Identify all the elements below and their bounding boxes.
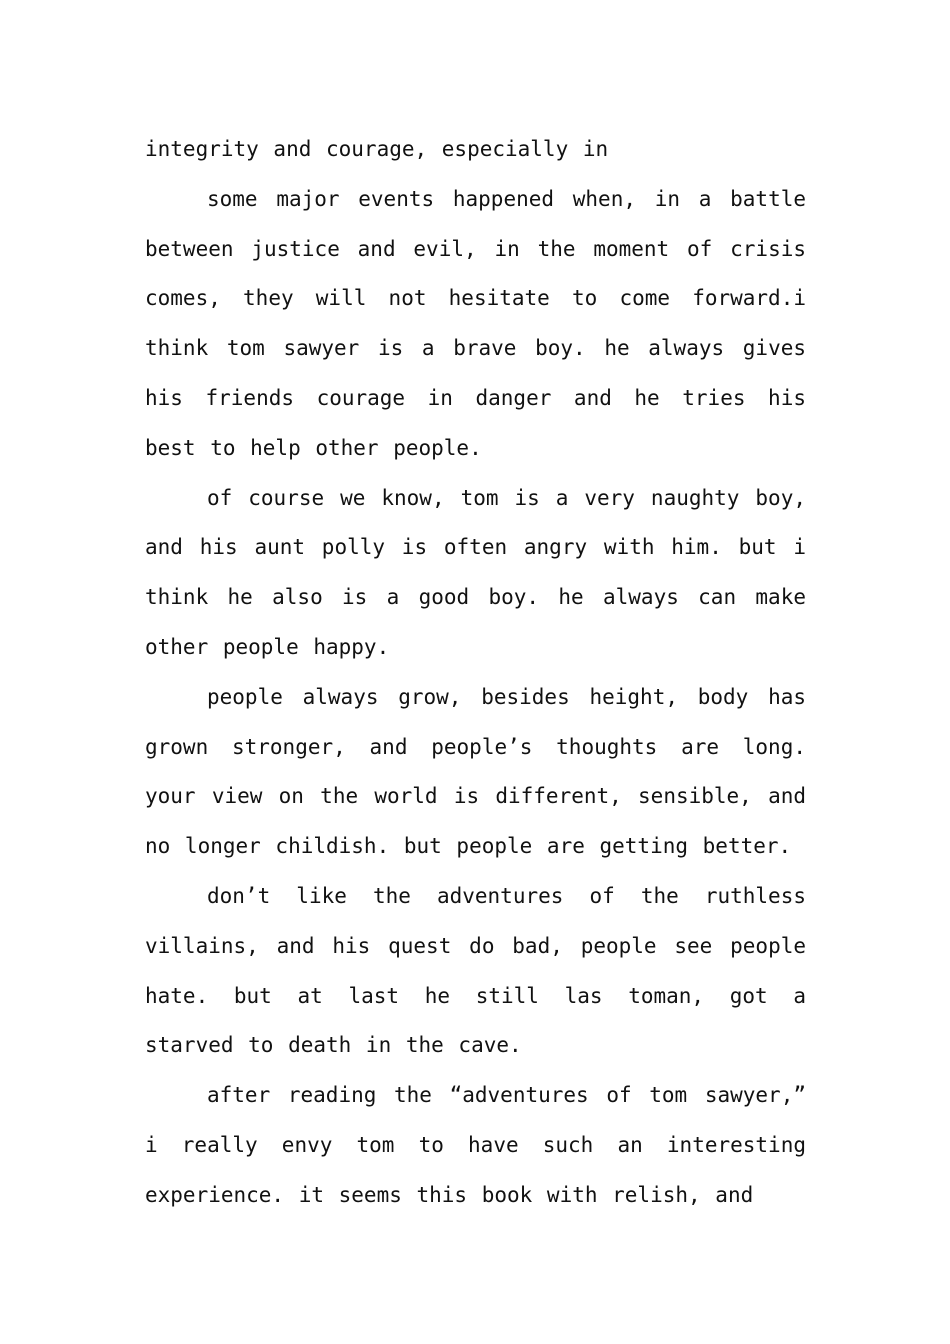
paragraph-6: after reading the “adventures of tom sawyer,” i really envy tom to have such an interesting experience. it seems this book with relish, and	[145, 1083, 806, 1207]
paragraph-1: integrity and courage, especially in	[145, 137, 609, 161]
body-text	[145, 125, 806, 1221]
paragraph-2: some major events happened when, in a battle between justice and evil, in the moment of crisis comes, they will not hesitate to come forward.i think tom sawyer is a brave boy. he always gives his friends courage in danger and he tries his best to help other people.	[145, 186, 806, 460]
paragraph-4: people always grow, besides height, body has grown stronger, and people’s thoughts are long. your view on the world is different, sensible, and no longer childish. but people are getting better.	[145, 684, 806, 859]
paragraph-5: don’t like the adventures of the ruthless villains, and his quest do bad, people see people hate. but at last he still las toman, got a starved to death in the cave.	[145, 883, 806, 1058]
paragraph-3: of course we know, tom is a very naughty boy, and his aunt polly is often angry with him. but i think he also is a good boy. he always can make other people happy.	[145, 485, 806, 659]
